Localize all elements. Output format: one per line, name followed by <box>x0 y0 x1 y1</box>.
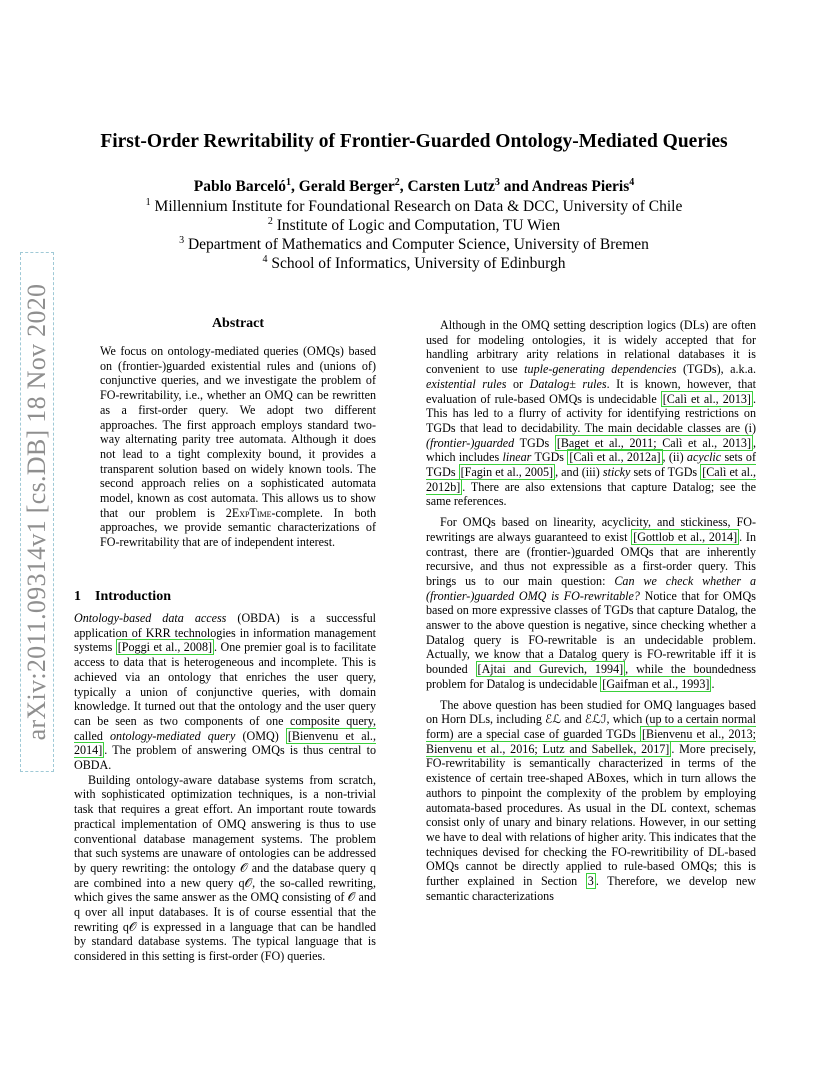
affiliation-text: Millennium Institute for Foundational Research on Data & DCC, University of Chile <box>150 198 683 215</box>
author-list <box>0 178 828 196</box>
affiliation <box>0 197 828 216</box>
author-4-mark: 4 <box>629 176 635 188</box>
citation-link[interactable]: [Fagin et al., 2005] <box>460 465 554 480</box>
affiliation-mark: 4 <box>262 253 268 265</box>
citation-link[interactable]: [Bienvenu et al., 2013; Bienvenu et al., 2016; Lutz and Sabellek, 2017] <box>426 726 756 756</box>
citation-link[interactable]: [Gottlob et al., 2014] <box>633 529 738 544</box>
arxiv-identifier-box <box>20 252 54 772</box>
author-2: , Gerald Berger <box>291 178 395 195</box>
citation-link[interactable]: [Bienvenu et al., 2014] <box>74 728 376 758</box>
affiliation-mark: 3 <box>179 234 185 246</box>
complexity-class: ExpTime <box>231 505 272 520</box>
section-ref-link[interactable]: 3 <box>587 874 594 889</box>
author-3-mark: 3 <box>494 176 500 188</box>
affiliation-text: School of Informatics, University of Edinburgh <box>267 255 566 272</box>
author-1: Pablo Barceló <box>193 178 287 195</box>
author-4: and Andreas Pieris <box>499 178 630 195</box>
citation-link[interactable]: [Gaifman et al., 1993] <box>602 676 710 691</box>
affiliation <box>0 235 828 254</box>
affiliation-mark: 1 <box>145 196 151 208</box>
citation-link[interactable]: [Baget et al., 2011; Calì et al., 2013] <box>556 435 751 450</box>
citation-link[interactable]: [Calì et al., 2013] <box>662 391 751 406</box>
citation-link[interactable]: [Calì et al., 2012a] <box>569 450 661 465</box>
section-title: Introduction <box>95 589 171 604</box>
citation-link[interactable]: [Ajtai and Gurevich, 1994] <box>477 662 624 677</box>
paper-title: First-Order Rewritability of Frontier-Guarded Ontology-Mediated Queries <box>100 131 728 152</box>
affiliation-text: Department of Mathematics and Computer Science, University of Bremen <box>184 236 649 253</box>
arxiv-identifier: arXiv:2011.09314v1 [cs.DB] 18 Nov 2020 <box>22 283 51 741</box>
paragraph: The above question has been studied for OMQ languages based on Horn DLs, including ℰℒ and ℰℒℐ, which (up to a certain normal form) are a special case of guarded TGDs [Bienvenu et al., 2013; Bienvenu et al., 2016; Lutz and Sabellek, 2017] . More precisely, FO-rewritability is semantically characterized in terms of the existence of certain tree-shaped ABoxes, which in turn allows the authors to pinpoint the complexity of the problem by employing automata-based procedures. As usual in the DL context, schemas consist only of unary and binary relations. However, in our setting we have to deal with relations of higher arity. This indicates that the techniques devised for checking the FO-rewritibility of DL-based OMQs cannot be directly applied to rule-based OMQs; this is further explained in Section 3 . Therefore, we develop new semantic characterizations <box>426 697 757 903</box>
abstract-body: We focus on ontology-mediated queries (OMQs) based on (frontier-)guarded existential rules and (unions of) conjunctive queries, and we investigate the problem of FO-rewritability, i.e., whether an OMQ can be rewritten as a first-order query. We adopt two different approaches. The first approach employs standard two-way alternating parity tree automata. Although it does not lead to a tight complexity bound, it provides a transparent solution based on widely known tools. The second approach relies on a sophisticated automata model, known as cost automata. This allows us to show that our problem is 2ExpTime-complete. In both approaches, we provide semantic characterizations of FO-rewritability that are of independent interest. <box>100 344 377 550</box>
section-heading <box>74 589 185 605</box>
left-column-body <box>74 611 376 964</box>
paragraph: For OMQs based on linearity, acyclicity, and stickiness, FO-rewritings are always guaranteed to exist [Gottlob et al., 2014] . In contrast, there are (frontier-)guarded OMQs that are inherently recursive, and thus not expressible as a first-order query. This brings us to our main question: Can we check whether a (frontier-)guarded OMQ is FO-rewritable? Notice that for OMQs based on more expressive classes of TGDs that capture Datalog, the answer to the above question is negative, since checking whether a Datalog query is FO-rewritable is an undecidable problem. Actually, we know that a Datalog query is FO-rewritable iff it is bounded [Ajtai and Gurevich, 1994] , while the boundedness problem for Datalog is undecidable [Gaifman et al., 1993] . <box>426 515 756 691</box>
affiliation-text: Institute of Logic and Computation, TU Wien <box>272 217 561 234</box>
right-column-body <box>426 318 756 903</box>
author-3: , Carsten Lutz <box>399 178 495 195</box>
paragraph: Building ontology-aware database systems from scratch, with sophisticated optimization techniques, is a non-trivial task that requires a great effort. An important route towards practical implementation of OMQ answering is thus to use conventional database management systems. The problem that such systems are unaware of ontologies can be addressed by query rewriting: the ontology 𝒪 and the database query q are combined into a new query q𝒪, the so-called rewriting, which gives the same answer as the OMQ consisting of 𝒪 and q over all input databases. It is of course essential that the rewriting q𝒪 is expressed in a language that can be handled by standard database systems. The typical language that is considered in this setting is first-order (FO) queries. <box>74 772 376 964</box>
author-1-mark: 1 <box>286 176 292 188</box>
section-number: 1 <box>74 589 81 604</box>
paragraph: Although in the OMQ setting description logics (DLs) are often used for modeling ontologies, it is widely accepted that for handling arbitrary arity relations in relational databases it is convenient to use tuple-generating dependencies (TGDs), a.k.a. existential rules or Datalog± rules. It is known, however, that evaluation of rule-based OMQs is undecidable [Calì et al., 2013] . This has led to a flurry of activity for identifying restrictions on TGDs that lead to decidability. The main decidable classes are (i) (frontier-)guarded TGDs [Baget et al., 2011; Calì et al., 2013] , which includes linear TGDs [Calì et al., 2012a] , (ii) acyclic sets of TGDs [Fagin et al., 2005] , and (iii) sticky sets of TGDs [Calì et al., 2012b] . There are also extensions that capture Datalog; see the same references. <box>426 318 757 509</box>
affiliation <box>0 216 828 235</box>
affiliation <box>0 254 828 273</box>
citation-link[interactable]: [Calì et al., 2012b] <box>426 465 756 494</box>
paragraph: Ontology-based data access (OBDA) is a successful application of KRR technologies in information management systems [Poggi et al., 2008] . One premier goal is to facilitate access to data that is heterogeneous and incomplete. This is achieved via an ontology that enriches the user query, typically a union of conjunctive queries, with domain knowledge. It turned out that the ontology and the user query can be seen as two components of one composite query, called ontology-mediated query (OMQ) [Bienvenu et al., 2014] . The problem of answering OMQs is thus central to OBDA. <box>74 611 377 773</box>
affiliation-list <box>0 197 828 273</box>
author-2-mark: 2 <box>394 176 400 188</box>
affiliation-mark: 2 <box>267 215 273 227</box>
citation-link[interactable]: [Poggi et al., 2008] <box>117 640 213 655</box>
abstract-heading: Abstract <box>211 316 265 331</box>
